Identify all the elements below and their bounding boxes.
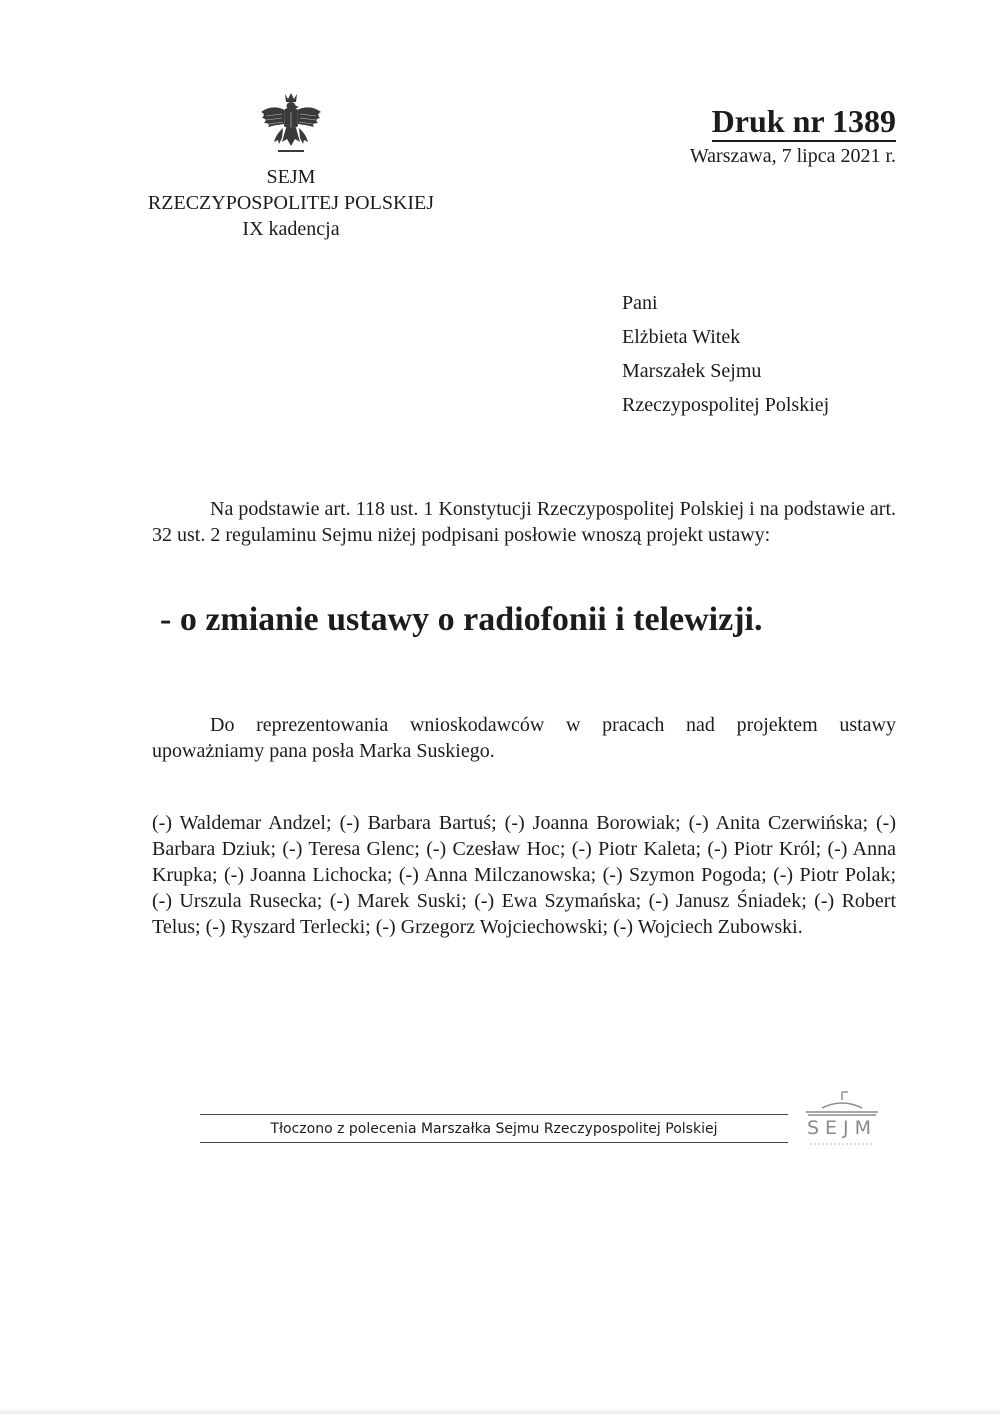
print-number: Druk nr 1389 — [712, 102, 896, 142]
addressee-name: Elżbieta Witek — [622, 326, 741, 348]
institution-name: SEJM — [266, 166, 316, 188]
intro-paragraph: Na podstawie art. 118 ust. 1 Konstytucji Rzeczypospolitej Polskiej i na podstawie art. 32 ust. 2 regulaminu Sejmu niżej podpisani posłowie wnoszą projekt ustawy: — [152, 498, 896, 546]
footer-divider-bottom — [200, 1142, 788, 1143]
representation-paragraph: Do reprezentowania wnioskodawców w pracach nad projektem ustawy upoważniamy pana posła Marka Suskiego. — [152, 714, 896, 762]
sejm-logo-text: SEJM — [806, 1117, 878, 1139]
bill-title: - o zmianie ustawy o radiofonii i telewizji. — [160, 601, 763, 638]
page-edge — [0, 1408, 1000, 1414]
addressee-block — [622, 286, 829, 422]
sejm-logo-icon — [800, 1090, 884, 1158]
addressee-title: Marszałek Sejmu — [622, 360, 762, 382]
institution-block — [130, 164, 452, 242]
footer-divider-top — [200, 1114, 788, 1115]
footer-printed-by: Tłoczono z polecenia Marszałka Sejmu Rzeczypospolitej Polskiej — [270, 1121, 718, 1137]
signatories-list: (-) Waldemar Andzel; (-) Barbara Bartuś; (-) Joanna Borowiak; (-) Anita Czerwińska; (-) Barbara Dziuk; (-) Teresa Glenc; (-) Czesław Hoc; (-) Piotr Kaleta; (-) Piotr Król; (-) Anna Krupka; (-) Joanna Lichocka; (-) Anna Milczanowska; (-) Szymon Pogoda; (-) Piotr Polak; (-) Urszula Rusecka; (-) Marek Suski; (-) Ewa Szymańska; (-) Janusz Śniadek; (-) Robert Telus; (-) Ryszard Terlecki; (-) Grzegorz Wojciechowski; (-) Wojciech Zubowski. — [152, 812, 896, 938]
document-date: Warszawa, 7 lipca 2021 r. — [689, 145, 896, 167]
addressee-salutation: Pani — [622, 292, 658, 314]
institution-country: RZECZYPOSPOLITEJ POLSKIEJ — [147, 192, 435, 214]
addressee-institution: Rzeczypospolitej Polskiej — [622, 394, 830, 416]
polish-eagle-emblem-icon — [258, 92, 324, 156]
institution-term: IX kadencja — [242, 218, 340, 240]
